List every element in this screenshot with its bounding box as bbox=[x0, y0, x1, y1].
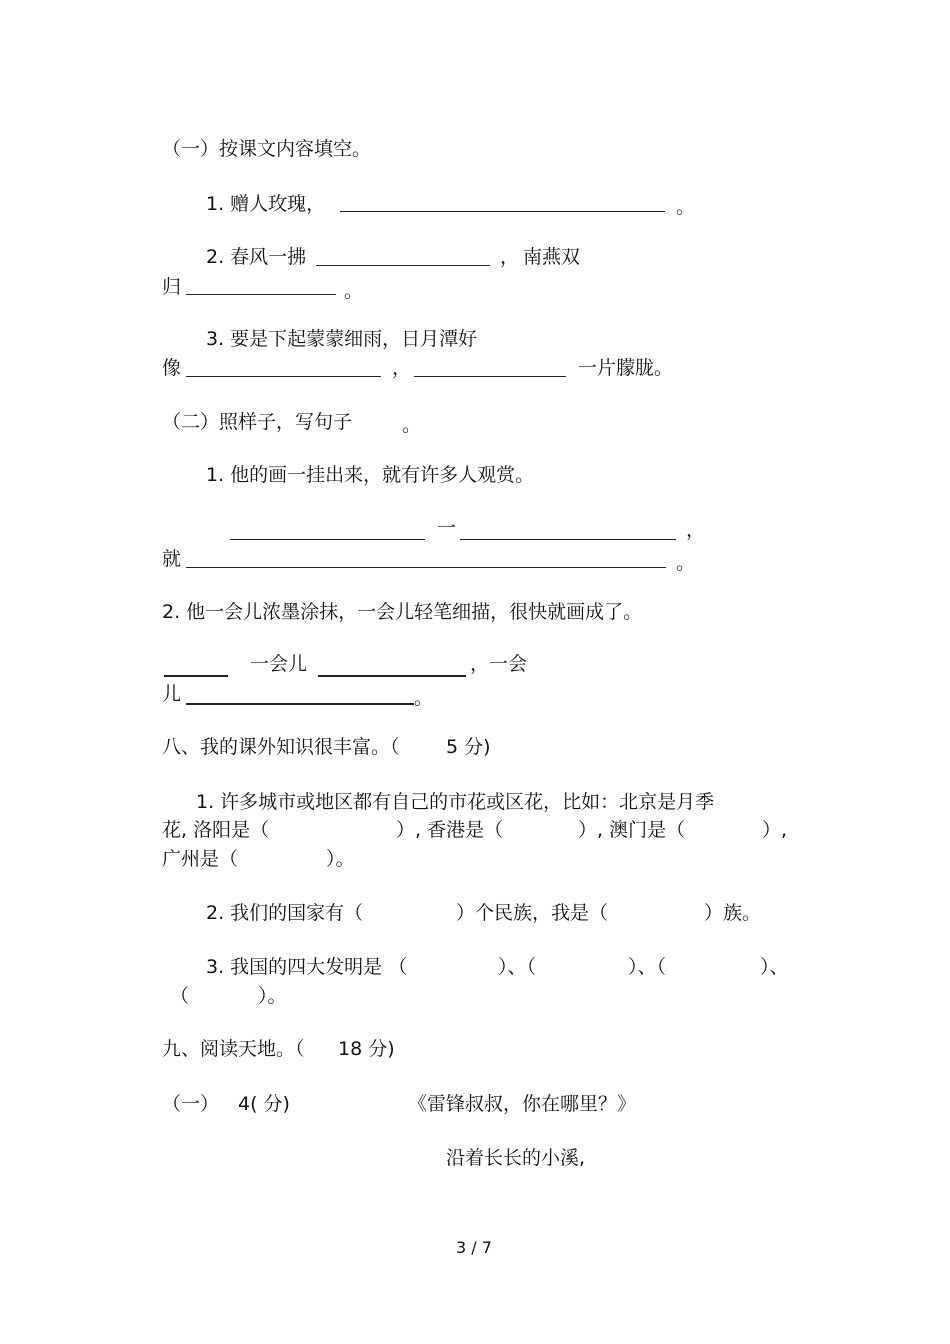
section-8-q1-l3-a: 广州是（ bbox=[162, 848, 239, 870]
question-2-text: 2. 春风一拂 bbox=[206, 246, 307, 268]
question-2-comma: ， bbox=[500, 246, 520, 268]
example-2-part-b: ，一会 bbox=[470, 653, 528, 675]
answer-blank-2a[interactable] bbox=[316, 265, 490, 266]
section-8-q2-a: 2. 我们的国家有（ bbox=[206, 902, 364, 924]
example-1-line2: 就 bbox=[162, 548, 182, 570]
example-2-end: 。 bbox=[414, 687, 434, 709]
reading-part-1-score: 4( 分) bbox=[238, 1093, 290, 1115]
question-3-end: 一片朦胧。 bbox=[578, 357, 674, 379]
poem-line-1: 沿着长长的小溪, bbox=[446, 1147, 586, 1169]
section-9-score: 18 分) bbox=[338, 1038, 395, 1060]
example-2-text: 2. 他一会儿浓墨涂抹，一会儿轻笔细描，很快就画成了。 bbox=[162, 601, 643, 623]
section-9-heading: 九、阅读天地。（ bbox=[162, 1038, 305, 1060]
section-8-q3-c: ）、（ bbox=[628, 956, 667, 978]
question-3-text: 3. 要是下起蒙蒙细雨，日月潭好 bbox=[206, 328, 478, 350]
example-1-comma: ， bbox=[686, 519, 706, 541]
answer-blank-3b[interactable] bbox=[414, 376, 566, 377]
answer-blank-ex2b[interactable] bbox=[318, 675, 466, 677]
example-1-middle: 一 bbox=[437, 517, 457, 539]
section-8-q3-l2-b: ）。 bbox=[258, 985, 287, 1007]
answer-blank-ex2a[interactable] bbox=[164, 675, 228, 677]
poem-title: 《雷锋叔叔，你在哪里？》 bbox=[408, 1093, 637, 1115]
example-2-line2: 儿 bbox=[162, 683, 182, 705]
question-1-text: 1. 赠人玫瑰， bbox=[206, 193, 326, 215]
question-3-line2: 像 bbox=[162, 357, 182, 379]
answer-blank-1[interactable] bbox=[340, 211, 665, 212]
example-1-end: 。 bbox=[676, 552, 696, 574]
answer-blank-ex2c[interactable] bbox=[186, 703, 414, 705]
section-heading-sentences: （二）照样子，写句子 bbox=[162, 411, 353, 433]
answer-blank-2b[interactable] bbox=[186, 294, 336, 295]
question-3-comma: ， bbox=[392, 357, 412, 379]
section-8-q1-l2-d: ）, bbox=[762, 819, 788, 841]
section-8-q1-l2-b: ）, 香港是（ bbox=[396, 819, 504, 841]
section-8-q2-b: ）个民族，我是（ bbox=[456, 902, 609, 924]
example-2-part-a: 一会儿 bbox=[250, 653, 308, 675]
section-8-q3-l2-a: （ bbox=[170, 985, 190, 1007]
section-8-q1-l3-b: ）。 bbox=[326, 848, 355, 870]
question-2-continued: 南燕双 bbox=[523, 246, 581, 268]
section-8-q1-l2-a: 花, 洛阳是（ bbox=[162, 819, 270, 841]
section-8-score: 5 分) bbox=[446, 736, 491, 758]
question-2-line2: 归 bbox=[162, 276, 182, 298]
section-8-q2-c: ）族。 bbox=[704, 902, 762, 924]
section-8-q1-l2-c: ）, 澳门是（ bbox=[578, 819, 686, 841]
page-number: 3 / 7 bbox=[456, 1238, 492, 1257]
section-8-q3-b: ）、（ bbox=[498, 956, 537, 978]
section-8-q3-a: 3. 我国的四大发明是 （ bbox=[206, 956, 408, 978]
answer-blank-ex1c[interactable] bbox=[186, 567, 666, 568]
section-8-q1-line1: 1. 许多城市或地区都有自己的市花或区花，比如：北京是月季 bbox=[196, 791, 715, 813]
section-heading-fill-blanks: （一）按课文内容填空。 bbox=[162, 138, 372, 160]
section-8-q3-d: ）、 bbox=[760, 956, 789, 978]
answer-blank-ex1b[interactable] bbox=[460, 539, 676, 540]
answer-blank-ex1a[interactable] bbox=[230, 539, 425, 540]
section-8-heading: 八、我的课外知识很丰富。（ bbox=[162, 736, 400, 758]
example-1-text: 1. 他的画一挂出来，就有许多人观赏。 bbox=[206, 464, 535, 486]
reading-part-1-label: （一） bbox=[162, 1093, 220, 1115]
question-2-end: 。 bbox=[344, 280, 364, 302]
section-heading-sentences-end: 。 bbox=[402, 414, 422, 436]
question-1-end: 。 bbox=[676, 196, 696, 218]
answer-blank-3a[interactable] bbox=[186, 376, 381, 377]
